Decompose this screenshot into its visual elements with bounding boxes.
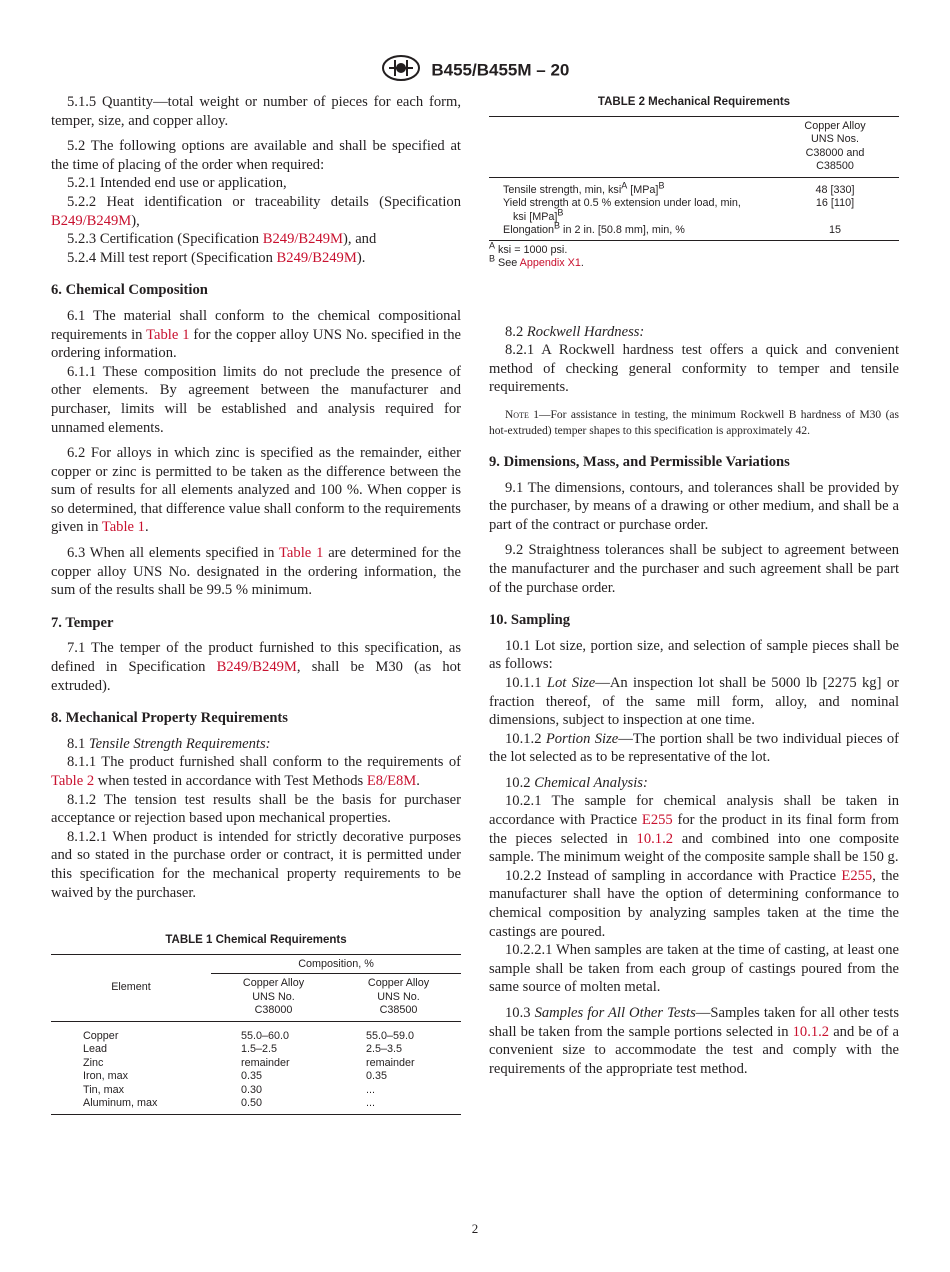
table-row: Copper 55.0–60.0 55.0–59.0 — [83, 1029, 415, 1042]
para-10-1: 10.1 Lot size, portion size, and selection of sample pieces shall be as follows: — [489, 637, 899, 673]
section-heading-9: 9. Dimensions, Mass, and Permissible Variations — [489, 453, 790, 470]
table-1-alloy-header-c38000: Copper Alloy UNS No. C38000 — [211, 974, 336, 1022]
link-e8[interactable]: E8/E8M — [366, 773, 417, 789]
link-e255[interactable]: E255 — [841, 867, 873, 884]
table-1-composition-header: Composition, % — [211, 954, 461, 974]
para-7-1: 7.1 The temper of the product furnished to this specification, as defined in Specification B249/B249M, shall be M30 (as hot extruded). — [51, 640, 461, 694]
right-column — [489, 93, 899, 1085]
para-10-1-1: 10.1.1 Lot Size—An inspection lot shall be 5000 lb [2275 kg] or fraction thereof, of the same mill form, alloy, and nominal dimensions, subject to inspection at one time. — [489, 674, 899, 729]
link-b249[interactable]: B249/B249M — [216, 659, 297, 676]
table-1-title: TABLE 1 Chemical Requirements — [165, 934, 347, 947]
para-10-2-1: 10.2.1 The sample for chemical analysis shall be taken in accordance with Practice E255 for the product in its final form from the pieces selected in 10.1.2 and combined into one composite sample. The minimum weight of the composite sample shall be 150 g. — [489, 793, 900, 866]
table-row: Tensile strength, min, ksi$^A$ [MPa]$^B$ 48 [330] — [503, 180, 855, 196]
para-5-1-5: 5.1.5 Quantity—total weight or number of pieces for each form, temper, size, and copper alloy. — [51, 94, 461, 129]
para-5-2-3: 5.2.3 Certification (Specification B249/B249M), and — [67, 231, 377, 248]
link-10-1-2[interactable]: 10.1.2 — [792, 1023, 830, 1040]
link-table-1[interactable]: Table 1 — [101, 519, 145, 536]
table-2-footnote-b: $^B$ See Appendix X1. — [489, 253, 584, 270]
table-row: Lead 1.5–2.5 2.5–3.5 — [83, 1043, 403, 1056]
para-6-2: 6.2 For alloys in which zinc is specified as the remainder, either copper or zinc is permitted to be taken as the difference between the sum of results for all elements analyzed and 100 %. When copper is so determined, that difference value shall conform to the requirements given in Table 1. — [51, 445, 461, 536]
para-8-1: 8.1 Tensile Strength Requirements: — [67, 735, 271, 752]
table-2-mechanical-requirements — [489, 116, 899, 241]
section-heading-6: 6. Chemical Composition — [51, 282, 208, 299]
para-5-2: 5.2 The following options are available and shall be specified at the time of placing of the order when required: — [51, 138, 461, 173]
para-6-1: 6.1 The material shall conform to the chemical compositional requirements in Table 1 for the copper alloy UNS No. specified in the ordering information. — [51, 307, 461, 362]
link-table-1[interactable]: Table 1 — [279, 545, 324, 562]
para-10-2-2-1: 10.2.2.1 When samples are taken at the time of casting, at least one sample shall be taken from each group of castings poured from the same source of molten metal. — [489, 942, 899, 996]
link-b249[interactable]: B249/B249M — [51, 212, 132, 229]
para-8-2: 8.2 Rockwell Hardness: — [505, 323, 645, 340]
para-5-2-2: 5.2.2 Heat identification or traceability details (Specification B249/B249M), — [51, 193, 461, 229]
para-10-1-2: 10.1.2 Portion Size—The portion shall be two individual pieces of the lot selected as to be representative of the lot. — [489, 730, 899, 766]
para-6-3: 6.3 When all elements specified in Table 1 are determined for the copper alloy UNS No. designated in the ordering information, the sum of the results shall be 99.5 % minimum. — [51, 545, 461, 599]
link-appendix-x1[interactable]: Appendix X1 — [519, 257, 581, 270]
para-8-1-2: 8.1.2 The tension test results shall be the basis for purchaser acceptance or rejection based upon mechanical properties. — [51, 791, 461, 827]
table-1-element-header: Element — [51, 954, 211, 1021]
table-row: Tin, max 0.30 ... — [83, 1083, 375, 1096]
table-row: Zinc remainder remainder — [83, 1056, 415, 1069]
para-8-1-1: 8.1.1 The product furnished shall conform to the requirements of Table 2 when tested in accordance with Test Methods E8/E8M. — [51, 754, 461, 789]
para-5-2-1: 5.2.1 Intended end use or application, — [67, 175, 287, 192]
link-e255[interactable]: E255 — [641, 812, 673, 829]
link-table-1[interactable]: Table 1 — [146, 326, 190, 343]
para-8-1-2-1: 8.1.2.1 When product is intended for strictly decorative purposes and so stated in the purchase order or contract, it is permitted under this specification for the mechanical property requirements to be waived by the purchaser. — [51, 828, 461, 901]
para-9-2: 9.2 Straightness tolerances shall be subject to agreement between the manufacturer and the purchaser and such agreement shall be part of the purchase order. — [489, 542, 899, 596]
link-10-1-2[interactable]: 10.1.2 — [636, 830, 674, 847]
para-10-2: 10.2 Chemical Analysis: — [505, 774, 648, 791]
para-10-2-2: 10.2.2 Instead of sampling in accordance with Practice E255, the manufacturer shall have the option of determining conformance to chemical composition by analyzing samples taken at the time the castings are poured. — [489, 867, 899, 940]
para-9-1: 9.1 The dimensions, contours, and tolerances shall be provided by the purchaser, by means of a drawing or other medium, and shall be a part of the contract or purchase order. — [489, 479, 899, 533]
section-heading-10: 10. Sampling — [489, 612, 571, 629]
table-row: Yield strength at 0.5 % extension under load, min, ksi [MPa]$^B$ 16 [110] — [503, 197, 855, 223]
para-5-2-4: 5.2.4 Mill test report (Specification B249/B249M). — [67, 249, 366, 266]
note-1: Note 1—For assistance in testing, the minimum Rockwell B hardness of M30 (as hot-extruded) temper shapes to this specification is approximately 42. — [489, 408, 900, 437]
link-b249[interactable]: B249/B249M — [262, 231, 344, 248]
link-b249[interactable]: B249/B249M — [276, 249, 357, 266]
table-2-title: TABLE 2 Mechanical Requirements — [597, 96, 791, 108]
table-2-footnote-a: $^A$ ksi = 1000 psi. — [489, 240, 568, 256]
table-row: Aluminum, max 0.50 ... — [51, 1097, 461, 1114]
document-designation: B455/B455M – 20 — [431, 60, 570, 80]
astm-logo-icon — [381, 54, 421, 87]
table-1-alloy-header-c38500: Copper Alloy UNS No. C38500 — [336, 974, 461, 1022]
para-8-2-1: 8.2.1 A Rockwell hardness test offers a quick and convenient method of checking general conformity to temper and tensile requirements. — [489, 342, 899, 396]
table-row: Elongation$^B$ in 2 in. [50.8 mm], min, % 15 — [489, 224, 899, 240]
section-heading-8: 8. Mechanical Property Requirements — [51, 710, 288, 727]
link-table-2[interactable]: Table 2 — [51, 773, 95, 789]
table-1-chemical-requirements — [51, 954, 461, 1115]
para-6-1-1: 6.1.1 These composition limits do not preclude the presence of other elements. By agreement between the manufacturer and purchaser, limits will be established and analysis required for unnamed elements. — [51, 363, 461, 436]
page-number: 2 — [471, 1221, 479, 1236]
left-column — [51, 93, 461, 1115]
para-10-3: 10.3 Samples for All Other Tests—Samples taken for all other tests shall be taken from the sample portions selected in 10.1.2 and be of a convenient size to accommodate the test and comply with the requirements of the appropriate test method. — [489, 1005, 900, 1077]
section-heading-7: 7. Temper — [51, 614, 114, 631]
table-2-alloy-header: Copper Alloy UNS Nos. C38000 and C38500 — [771, 116, 899, 177]
table-row: Iron, max 0.35 0.35 — [83, 1070, 388, 1083]
page-header — [0, 54, 950, 87]
